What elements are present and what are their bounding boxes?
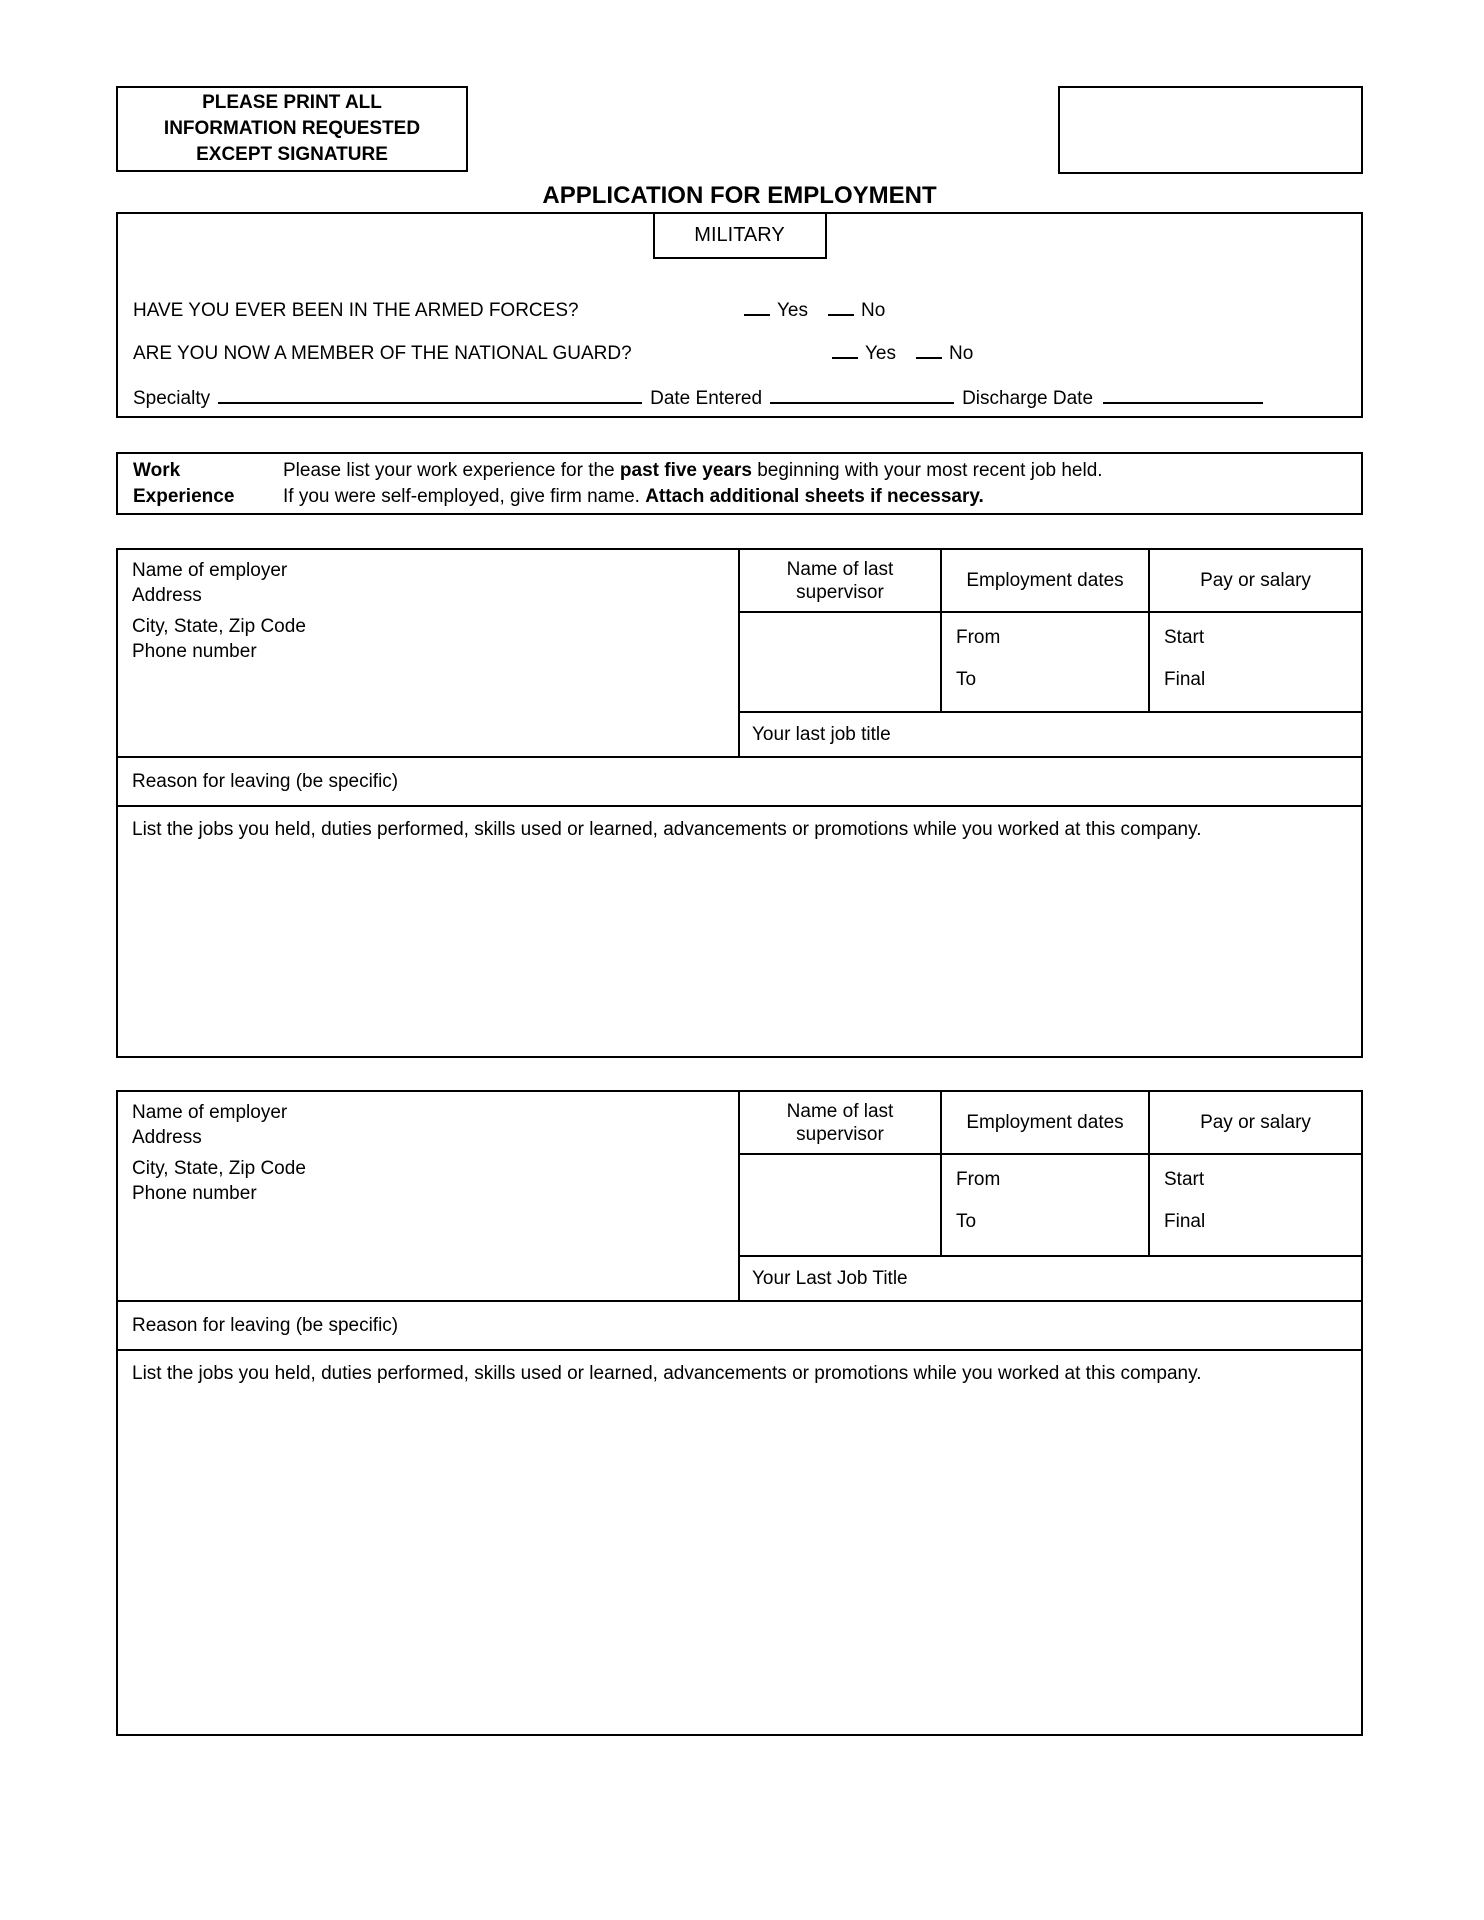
employment-dates-column [942,1092,1150,1255]
military-label-text: MILITARY [694,224,785,246]
duties-cell [118,1349,1361,1734]
employment-dates-header-cell: Employment dates [942,550,1148,613]
pay-column [1150,1092,1361,1255]
instructions-segment: If you were self-employed, give firm name. [283,485,640,507]
job-title-cell: Your last job title [740,711,1361,756]
national-guard-no-blank[interactable] [916,344,942,359]
final-label: Final [1164,669,1206,690]
employer-info-line: Phone number [132,641,257,662]
reason-for-leaving-cell: Reason for leaving (be specific) [118,756,1361,805]
instructions-line-1 [283,458,1103,484]
no-label: No [949,343,974,364]
duties-text: List the jobs you held, duties performed, skills used or learned, advancements or promotions while you worked at this company. [132,1363,1202,1384]
work-experience-label-line: Work [133,459,181,481]
instructions-segment: Please list your work experience for the [283,459,615,481]
discharge-date-label: Discharge Date [962,388,1094,409]
employer-info-line: Address [132,585,202,606]
work-experience-label [118,458,283,510]
pay-column [1150,550,1361,711]
employer-info-cell [118,550,740,756]
supervisor-column [740,1092,942,1255]
specialty-row [118,387,1361,410]
duties-cell [118,805,1361,1056]
specialty-blank[interactable] [218,389,642,404]
start-label: Start [1164,1169,1205,1190]
yes-label: Yes [777,300,808,321]
job-title-cell: Your Last Job Title [740,1255,1361,1300]
print-notice [116,86,468,172]
to-label: To [956,1211,977,1232]
employer-info-line: Address [132,1127,202,1148]
to-label: To [956,669,977,690]
armed-forces-question-row [118,299,1361,322]
discharge-date-blank[interactable] [1103,389,1263,404]
employer-info-line: Name of employer [132,1102,288,1123]
military-section-label [653,214,827,259]
start-label: Start [1164,627,1205,648]
supervisor-column [740,550,942,711]
employment-block-2 [116,1090,1363,1736]
instructions-bold-segment: past five years [619,459,752,481]
employer-info-line: City, State, Zip Code [132,616,306,637]
question-text: ARE YOU NOW A MEMBER OF THE NATIONAL GUARD? [133,343,632,364]
yes-label: Yes [865,343,896,364]
print-notice-line: INFORMATION REQUESTED [163,118,421,139]
reason-for-leaving-cell: Reason for leaving (be specific) [118,1300,1361,1349]
instructions-bold-segment: Attach additional sheets if necessary. [645,485,984,507]
pay-header-cell: Pay or salary [1150,550,1361,613]
pay-entry-cell [1150,613,1361,711]
employment-columns [740,1092,1361,1255]
no-label: No [861,300,886,321]
final-label: Final [1164,1211,1206,1232]
print-notice-line: EXCEPT SIGNATURE [196,144,388,165]
employer-info-line: City, State, Zip Code [132,1158,306,1179]
date-entered-label: Date Entered [650,388,763,409]
employer-info-line: Phone number [132,1183,257,1204]
employment-right-grid [740,550,1361,756]
instructions-segment: beginning with your most recent job held. [757,459,1103,481]
employment-top-grid [118,1092,1361,1300]
print-notice-line: PLEASE PRINT ALL [202,92,382,113]
military-section [116,212,1363,418]
employment-columns [740,550,1361,711]
supervisor-entry-cell [740,613,940,711]
from-label: From [956,627,1001,648]
employment-right-grid [740,1092,1361,1300]
date-entered-blank[interactable] [770,389,954,404]
employment-dates-entry-cell [942,1155,1148,1255]
header-row [116,0,1363,174]
employment-dates-column [942,550,1150,711]
employer-info-cell [118,1092,740,1300]
armed-forces-no-blank[interactable] [828,301,854,316]
supervisor-header-cell: Name of last supervisor [740,550,940,613]
supervisor-header-cell: Name of last supervisor [740,1092,940,1155]
work-experience-label-line: Experience [133,485,235,507]
from-label: From [956,1169,1001,1190]
employment-top-grid [118,550,1361,756]
supervisor-entry-cell [740,1155,940,1255]
national-guard-yes-blank[interactable] [832,344,858,359]
form-title: APPLICATION FOR EMPLOYMENT [542,182,937,209]
question-text: HAVE YOU EVER BEEN IN THE ARMED FORCES? [133,300,579,321]
work-experience-instructions [116,452,1363,515]
national-guard-question-row [118,342,1361,365]
employer-info-line: Name of employer [132,560,288,581]
armed-forces-yes-blank[interactable] [744,301,770,316]
duties-text: List the jobs you held, duties performed, skills used or learned, advancements or promotions while you worked at this company. [132,819,1202,840]
pay-header-cell: Pay or salary [1150,1092,1361,1155]
specialty-label: Specialty [133,388,211,409]
employment-dates-entry-cell [942,613,1148,711]
employment-block-1 [116,548,1363,1058]
employment-dates-header-cell: Employment dates [942,1092,1148,1155]
blank-header-box [1058,86,1363,174]
pay-entry-cell [1150,1155,1361,1255]
instructions-line-2 [283,484,1103,510]
instructions-text [283,458,1103,510]
